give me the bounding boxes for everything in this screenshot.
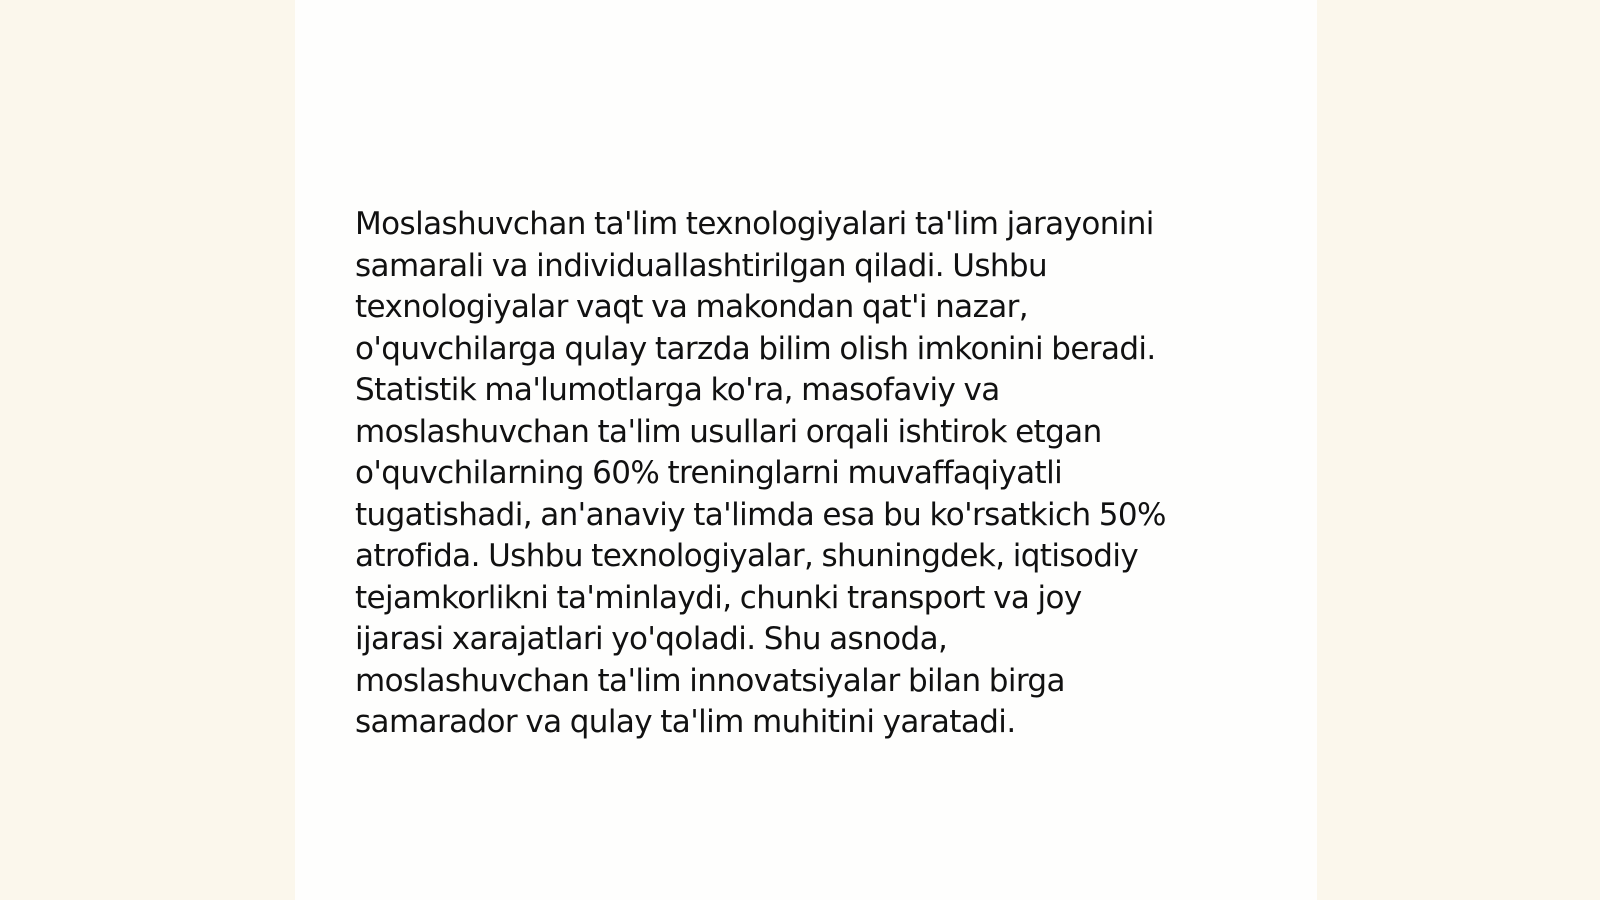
- body-paragraph: [355, 204, 1255, 744]
- paragraph-line: Statistik ma'lumotlarga ko'ra, masofaviy va: [355, 372, 1000, 408]
- paragraph-line: moslashuvchan ta'lim innovatsiyalar bilan birga: [355, 662, 1065, 699]
- paragraph-line: atrofida. Ushbu texnologiyalar, shuningdek, iqtisodiy: [355, 538, 1139, 574]
- paragraph-line: ijarasi xarajatlari yo'qoladi. Shu asnoda,: [355, 621, 948, 657]
- paragraph-line: samarali va individuallashtirilgan qiladi. Ushbu: [355, 247, 1048, 284]
- document-page: [295, 0, 1317, 900]
- paragraph-line: Moslashuvchan ta'lim texnologiyalari ta'lim jarayonini: [355, 206, 1154, 242]
- paragraph-line: moslashuvchan ta'lim usullari orqali ishtirok etgan: [355, 413, 1102, 450]
- paragraph-line: tejamkorlikni ta'minlaydi, chunki transport va joy: [355, 579, 1082, 616]
- paragraph-line: samarador va qulay ta'lim muhitini yaratadi.: [355, 704, 1016, 740]
- paragraph-line: texnologiyalar vaqt va makondan qat'i nazar,: [355, 289, 1029, 325]
- paragraph-line: tugatishadi, an'anaviy ta'limda esa bu ko'rsatkich 50%: [355, 496, 1166, 533]
- paragraph-line: o'quvchilarga qulay tarzda bilim olish imkonini beradi.: [355, 330, 1156, 367]
- paragraph-line: o'quvchilarning 60% treninglarni muvaffaqiyatli: [355, 455, 1063, 491]
